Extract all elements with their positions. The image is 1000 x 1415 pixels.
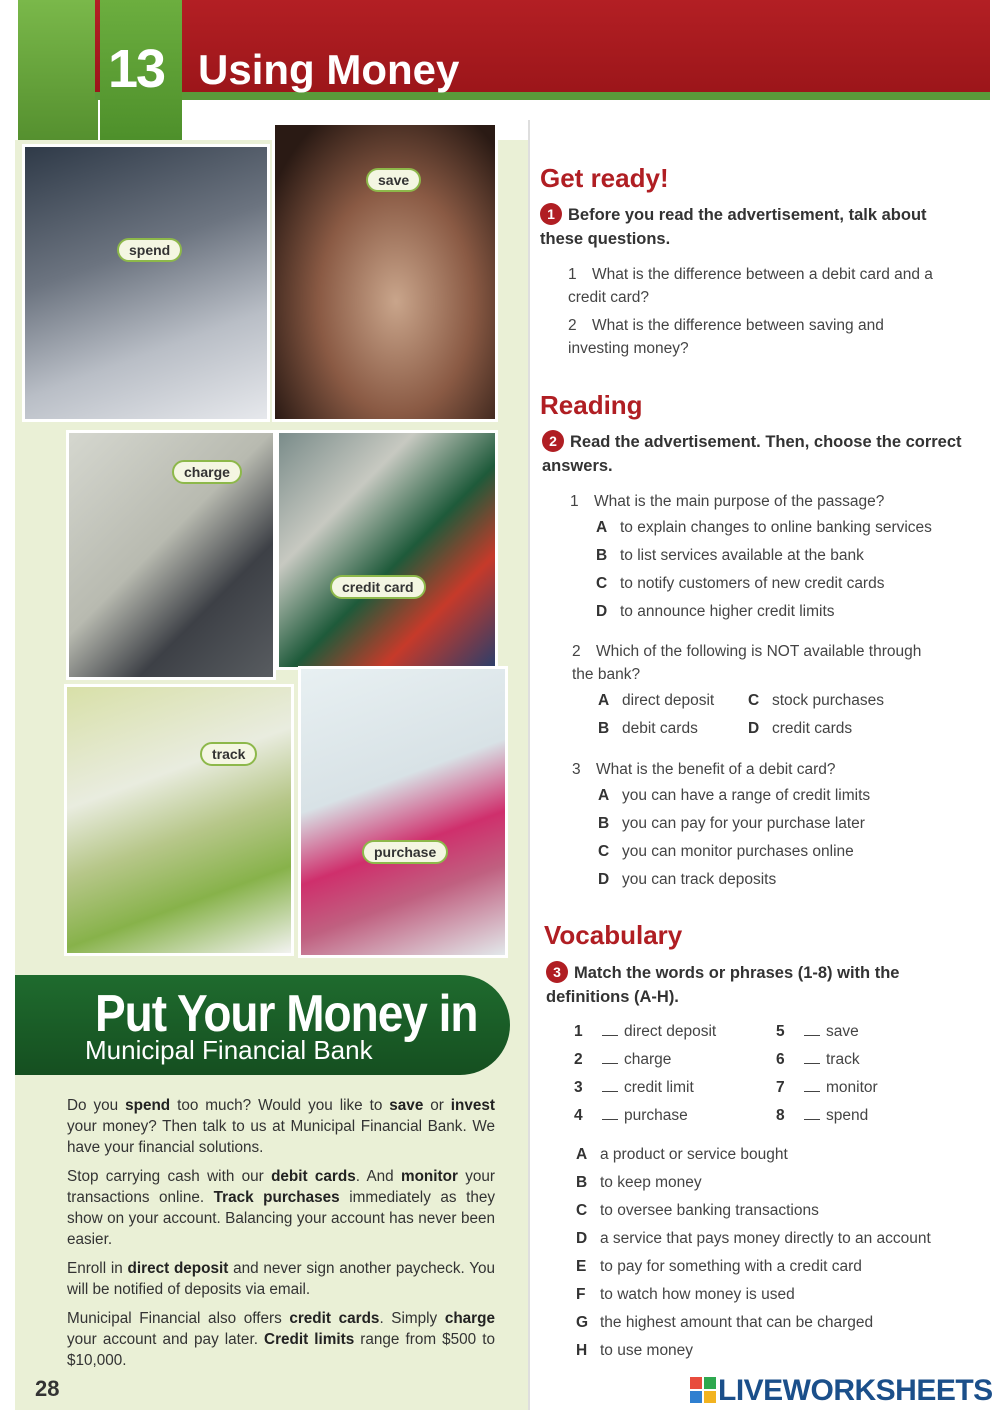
answer-blank[interactable] (602, 1091, 618, 1092)
unit-title: Using Money (198, 46, 460, 93)
question-text: Which of the following is NOT available through the bank? (572, 643, 922, 683)
ad-keyword: invest (450, 1097, 496, 1114)
reading-question-1 (570, 490, 884, 513)
answer-blank[interactable] (804, 1035, 820, 1036)
answer-blank[interactable] (602, 1035, 618, 1036)
instruction-text: Read the advertisement. Then, choose the correct answers. (542, 433, 962, 475)
header-green-strip (18, 0, 98, 144)
definition-text: a service that pays money directly to an account (600, 1230, 931, 1247)
definition-text: to oversee banking transactions (600, 1202, 819, 1219)
definition-text: to keep money (600, 1174, 702, 1191)
vocabulary-title: Vocabulary (544, 920, 683, 950)
vocab-word-1 (574, 1023, 716, 1041)
question-number: 3 (572, 761, 581, 778)
definition-e (576, 1258, 862, 1276)
option-letter: A (598, 787, 610, 804)
reading-q1-option-d[interactable] (596, 603, 835, 621)
question-number: 2 (568, 317, 577, 334)
word-number: 6 (776, 1051, 785, 1068)
ad-keyword: direct deposit (127, 1260, 229, 1277)
tag-save: save (366, 168, 421, 192)
answer-blank[interactable] (602, 1119, 618, 1120)
question-text: What is the difference between a debit card and a credit card? (568, 266, 933, 306)
option-text: you can pay for your purchase later (622, 815, 865, 832)
definition-text: to use money (600, 1342, 694, 1359)
word-text: charge (624, 1051, 672, 1068)
ad-keyword: credit cards (289, 1310, 380, 1327)
option-letter: D (596, 603, 608, 620)
reading-q3-option-c[interactable] (598, 843, 854, 861)
word-number: 4 (574, 1107, 583, 1124)
word-number: 2 (574, 1051, 583, 1068)
ad-subtitle: Municipal Financial Bank (85, 1035, 373, 1065)
question-text: What is the difference between saving and investing money? (568, 317, 884, 357)
word-number: 3 (574, 1079, 583, 1096)
ad-paragraph: Do you spend too much? Would you like to save or invest your money? Then talk to us at Municipal Financial Bank. We have your financial solutions. (67, 1097, 496, 1156)
option-letter: C (598, 843, 610, 860)
word-text: spend (826, 1107, 869, 1124)
option-letter: B (598, 815, 610, 832)
column-divider (528, 120, 530, 1410)
definition-letter: H (576, 1342, 588, 1359)
reading-q2-option-b[interactable] (598, 720, 698, 738)
instruction-number-1: 1 (540, 203, 562, 225)
photo-save (272, 122, 498, 422)
reading-q1-option-c[interactable] (596, 575, 884, 593)
ad-keyword: monitor (400, 1168, 458, 1185)
brand-text: LIVEWORKSHEETS (718, 1374, 993, 1407)
definition-g (576, 1314, 873, 1332)
option-text: stock purchases (772, 692, 884, 709)
ad-paragraph: Stop carrying cash with our debit cards. And monitor your transactions online. Track purchases immediately as they show on your account. Balancing your account has never been easier. (67, 1168, 495, 1248)
vocab-word-8 (776, 1107, 868, 1125)
definition-text: to pay for something with a credit card (600, 1258, 862, 1275)
tag-purchase: purchase (362, 840, 448, 864)
tag-spend: spend (117, 238, 182, 262)
reading-question-3 (572, 758, 836, 781)
reading-q3-option-d[interactable] (598, 871, 776, 889)
unit-header (0, 0, 1000, 140)
question-text: What is the main purpose of the passage? (594, 493, 885, 510)
photo-purchase (298, 666, 508, 958)
reading-title: Reading (540, 390, 643, 420)
definition-f (576, 1286, 795, 1304)
word-text: save (826, 1023, 859, 1040)
vocab-word-5 (776, 1023, 859, 1041)
option-text: you can track deposits (622, 871, 777, 888)
tag-credit-card: credit card (330, 575, 426, 599)
option-letter: A (598, 692, 610, 709)
ad-keyword: debit cards (271, 1168, 356, 1185)
question-number: 1 (570, 493, 579, 510)
definition-letter: A (576, 1146, 588, 1163)
definition-letter: F (576, 1286, 586, 1303)
reading-q2-option-d[interactable] (748, 720, 852, 738)
get-ready-question-1 (568, 263, 948, 309)
ad-title: Put Your Money in (95, 984, 478, 1043)
reading-q3-option-a[interactable] (598, 787, 870, 805)
option-text: debit cards (622, 720, 698, 737)
word-number: 5 (776, 1023, 785, 1040)
tag-track: track (200, 742, 257, 766)
reading-q3-option-b[interactable] (598, 815, 865, 833)
option-text: to notify customers of new credit cards (620, 575, 885, 592)
instruction-number-2: 2 (542, 430, 564, 452)
tag-charge: charge (172, 460, 242, 484)
liveworksheets-icon (690, 1377, 716, 1403)
word-text: track (826, 1051, 860, 1068)
definition-c (576, 1202, 819, 1220)
word-text: credit limit (624, 1079, 694, 1096)
definition-b (576, 1174, 702, 1192)
instruction-text: Before you read the advertisement, talk about these questions. (540, 206, 927, 248)
instruction-number-3: 3 (546, 961, 568, 983)
definition-text: to watch how money is used (600, 1286, 795, 1303)
definition-letter: C (576, 1202, 588, 1219)
definition-a (576, 1146, 788, 1164)
vocab-word-6 (776, 1051, 860, 1069)
answer-blank[interactable] (804, 1119, 820, 1120)
option-letter: D (748, 720, 760, 737)
ad-paragraph: Enroll in direct deposit and never sign another paycheck. You will be notified of deposits via email. (67, 1260, 496, 1298)
photo-charge (66, 430, 276, 680)
reading-question-2 (572, 640, 932, 686)
word-number: 7 (776, 1079, 785, 1096)
vocabulary-instruction (546, 961, 966, 1009)
vocab-word-3 (574, 1079, 694, 1097)
reading-q2-option-a[interactable] (598, 692, 714, 710)
get-ready-instruction (540, 203, 950, 251)
option-text: to explain changes to online banking services (620, 519, 932, 536)
definition-h (576, 1342, 693, 1360)
reading-q1-option-b[interactable] (596, 547, 864, 565)
reading-instruction (542, 430, 962, 478)
ad-keyword: charge (444, 1310, 495, 1327)
option-letter: B (596, 547, 608, 564)
liveworksheets-logo[interactable] (690, 1374, 993, 1408)
answer-blank[interactable] (804, 1063, 820, 1064)
word-text: direct deposit (624, 1023, 717, 1040)
option-letter: C (596, 575, 608, 592)
vocab-word-7 (776, 1079, 878, 1097)
ad-keyword: save (389, 1097, 424, 1114)
answer-blank[interactable] (804, 1091, 820, 1092)
photo-credit-card (276, 430, 498, 670)
get-ready-question-2 (568, 314, 948, 360)
vocab-word-2 (574, 1051, 671, 1069)
page-number: 28 (35, 1376, 60, 1401)
definition-letter: G (576, 1314, 589, 1331)
word-text: purchase (624, 1107, 688, 1124)
definition-letter: B (576, 1174, 588, 1191)
ad-paragraph: Municipal Financial also offers credit cards. Simply charge your account and pay later. Credit limits range from $500 to $10,000. (67, 1310, 495, 1369)
option-letter: C (748, 692, 760, 709)
option-letter: B (598, 720, 610, 737)
reading-q2-option-c[interactable] (748, 692, 884, 710)
ad-keyword: Credit limits (264, 1331, 355, 1348)
ad-keyword: spend (125, 1097, 171, 1114)
photo-spend (22, 144, 270, 422)
question-number: 2 (572, 643, 581, 660)
question-text: What is the benefit of a debit card? (596, 761, 836, 778)
word-number: 8 (776, 1107, 785, 1124)
question-number: 1 (568, 266, 577, 283)
definition-d (576, 1230, 931, 1248)
option-text: credit cards (772, 720, 853, 737)
photo-track (64, 684, 294, 956)
instruction-text: Match the words or phrases (1-8) with the definitions (A-H). (546, 964, 900, 1006)
option-text: you can monitor purchases online (622, 843, 854, 860)
get-ready-title: Get ready! (540, 163, 669, 193)
answer-blank[interactable] (602, 1063, 618, 1064)
word-number: 1 (574, 1023, 583, 1040)
ad-body (67, 1095, 495, 1379)
unit-number: 13 (108, 39, 165, 99)
option-text: direct deposit (622, 692, 715, 709)
definition-text: the highest amount that can be charged (600, 1314, 874, 1331)
vocab-word-4 (574, 1107, 688, 1125)
reading-q1-option-a[interactable] (596, 519, 932, 537)
option-letter: D (598, 871, 610, 888)
option-text: to announce higher credit limits (620, 603, 835, 620)
option-text: you can have a range of credit limits (622, 787, 871, 804)
word-text: monitor (826, 1079, 878, 1096)
definition-text: a product or service bought (600, 1146, 788, 1163)
option-letter: A (596, 519, 608, 536)
ad-keyword: Track purchases (213, 1189, 340, 1206)
definition-letter: D (576, 1230, 588, 1247)
option-text: to list services available at the bank (620, 547, 864, 564)
definition-letter: E (576, 1258, 587, 1275)
